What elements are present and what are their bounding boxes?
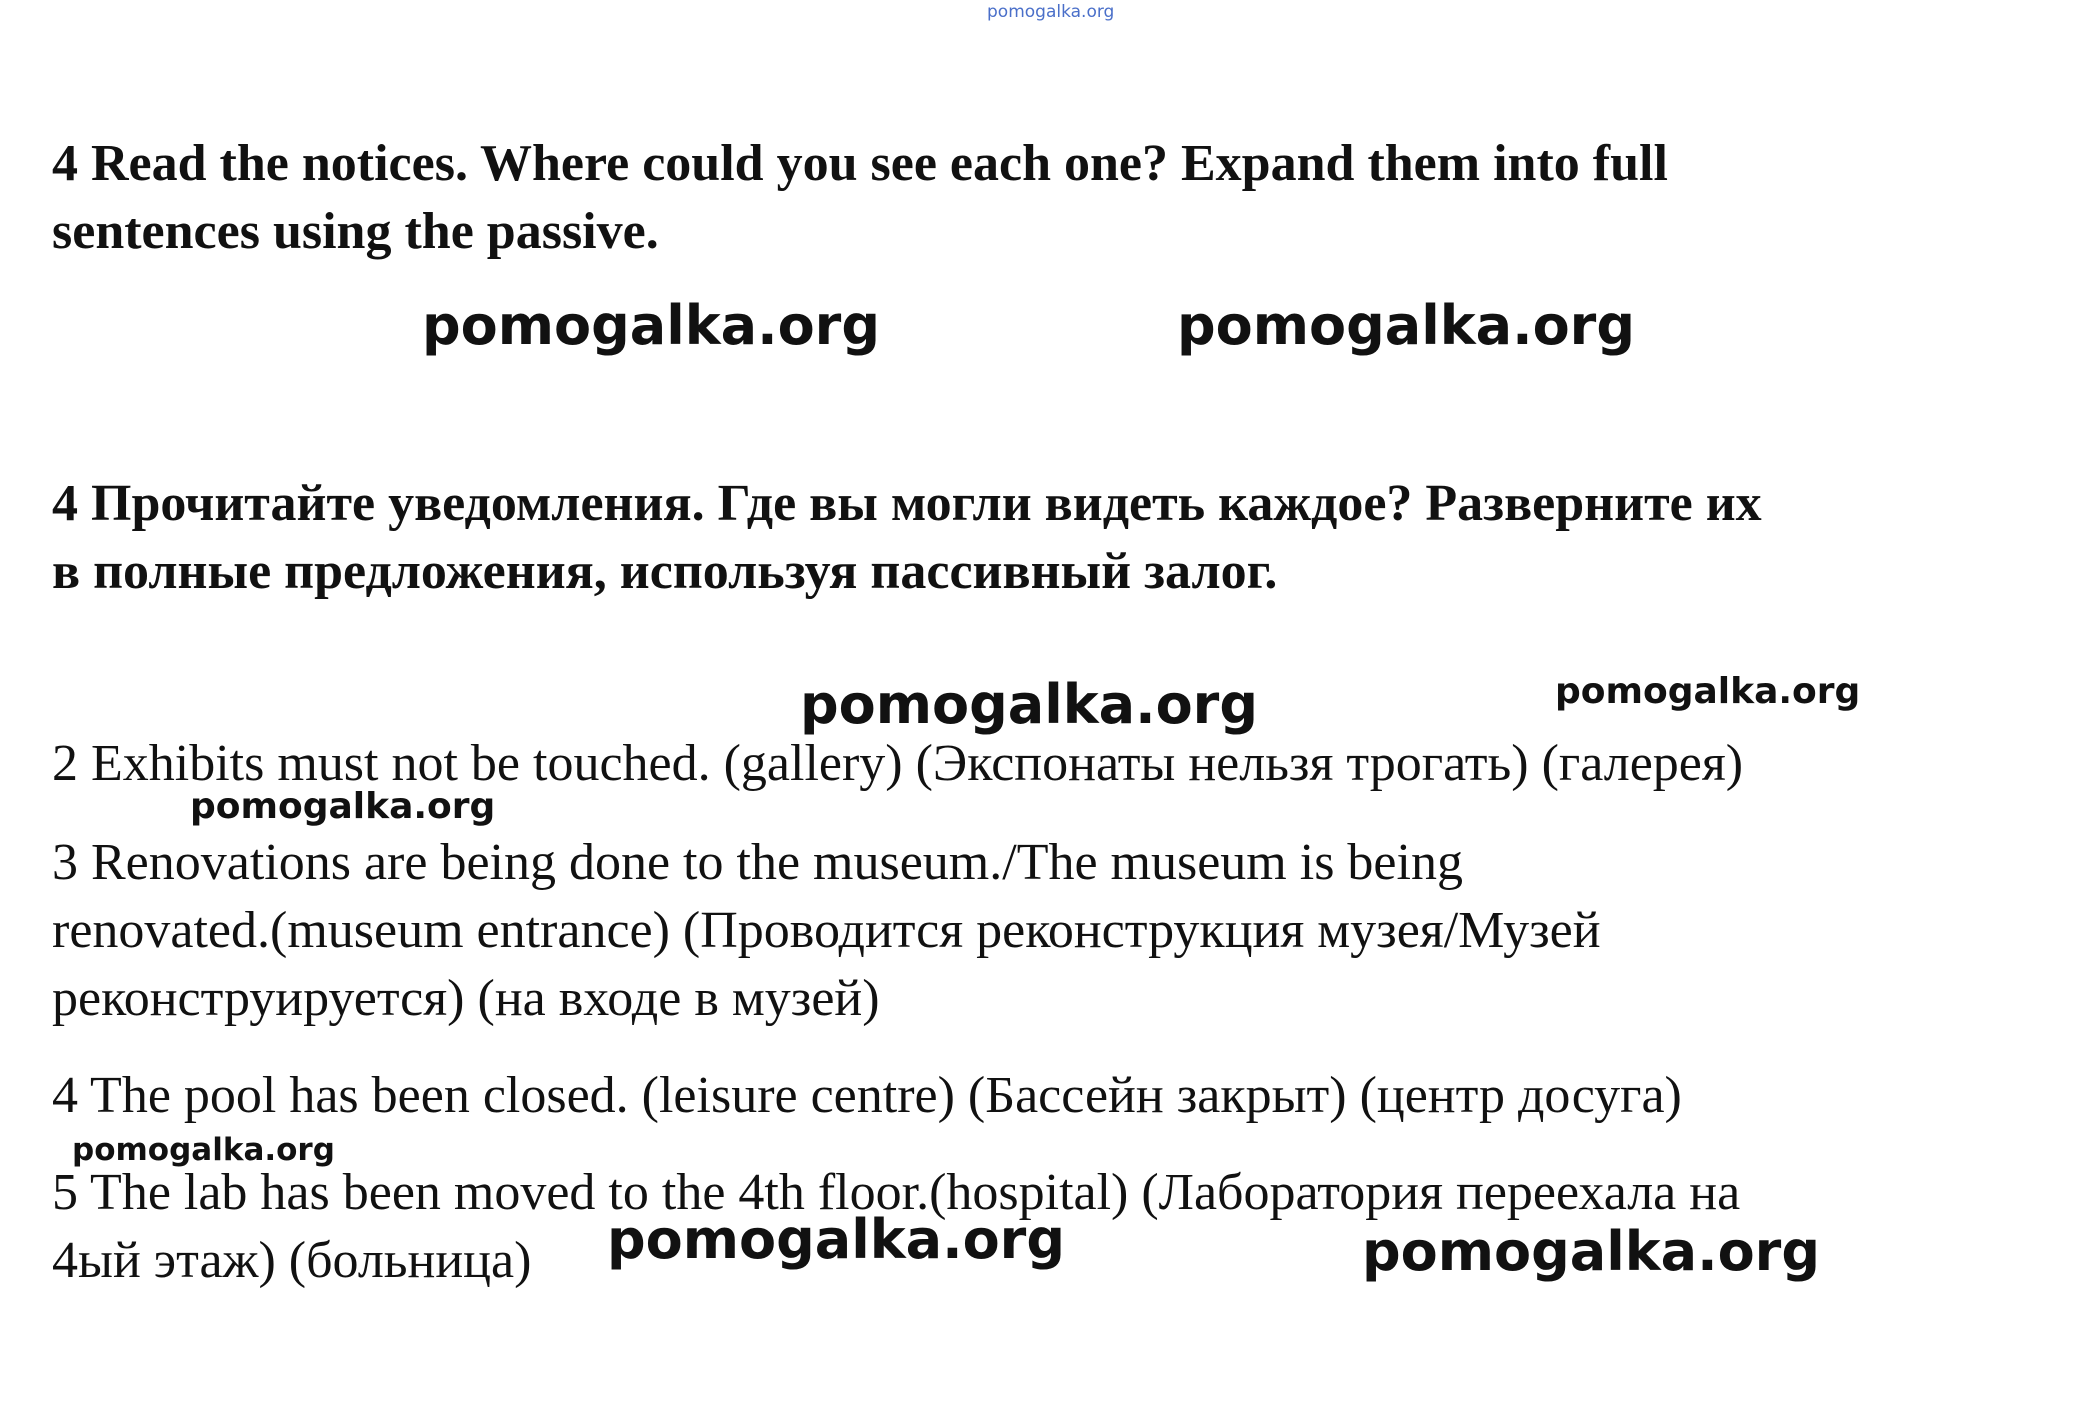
watermark-5: pomogalka.org — [190, 786, 496, 827]
watermark-top: pomogalka.org — [987, 2, 1115, 22]
answer-5-line-2: 4ый этаж) (больница) — [52, 1232, 532, 1289]
watermark-8: pomogalka.org — [1362, 1220, 1820, 1283]
answer-3-line-2: renovated.(museum entrance) (Проводится реконструкция музея/Музей — [52, 902, 1601, 959]
exercise-heading-russian: 4 Прочитайте уведомления. Где вы могли видеть каждое? Разверните их в полные предложения, используя пассивный залог. — [52, 475, 1762, 600]
watermark-1: pomogalka.org — [422, 294, 880, 357]
answer-4: 4 The pool has been closed. (leisure centre) (Бассейн закрыт) (центр досуга) — [52, 1067, 1682, 1124]
watermark-3: pomogalka.org — [800, 673, 1258, 736]
watermark-7: pomogalka.org — [607, 1208, 1065, 1271]
watermark-2: pomogalka.org — [1177, 294, 1635, 357]
exercise-heading-english: 4 Read the notices. Where could you see each one? Expand them into full sentences using the passive. — [52, 135, 1668, 260]
answer-3-line-1: 3 Renovations are being done to the museum./The museum is being — [52, 834, 1463, 891]
answer-3-line-3: реконструируется) (на входе в музей) — [52, 970, 880, 1027]
watermark-4: pomogalka.org — [1555, 671, 1861, 712]
answer-2: 2 Exhibits must not be touched. (gallery) (Экспонаты нельзя трогать) (галерея) — [52, 735, 1744, 792]
answer-5-line-1: 5 The lab has been moved to the 4th floor.(hospital) (Лаборатория переехала на — [52, 1164, 1741, 1221]
watermark-6: pomogalka.org — [72, 1132, 335, 1168]
